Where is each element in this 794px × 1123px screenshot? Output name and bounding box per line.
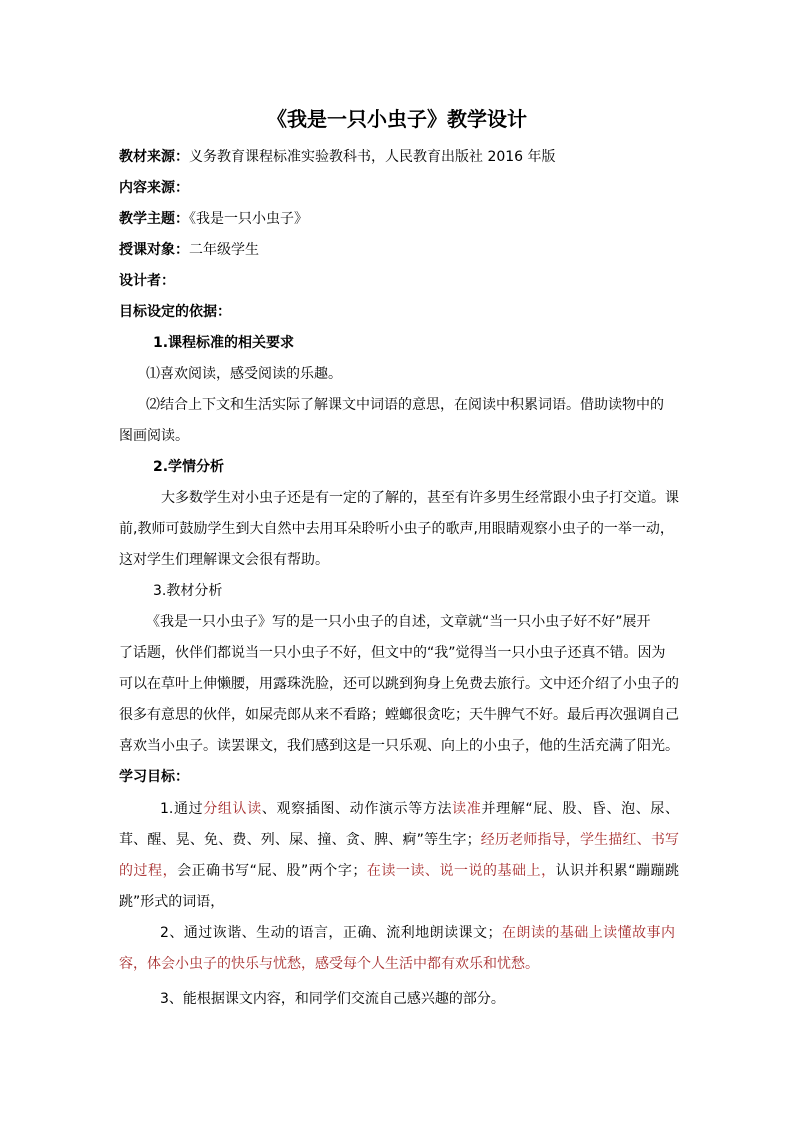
section2-heading: 2.学情分析 [153, 459, 225, 475]
section3-line4: 很多有意思的伙伴，如屎壳郎从来不看路；螳螂很贪吃；天牛脾气不好。最后再次强调自己 [119, 707, 679, 723]
theme-label: 教学主题： [119, 211, 189, 227]
goal1-d: 读准 [452, 801, 482, 817]
content-label: 内容来源： [119, 180, 189, 196]
goal1-b: 分组认读 [203, 801, 262, 817]
goal2-a: 2、通过诙谐、生动的语言，正确、流利地朗读课文； [160, 925, 502, 941]
goal-3: 3、能根据课文内容，和同学们交流自己感兴趣的部分。 [160, 991, 505, 1007]
goal1-h: 程， [148, 863, 178, 879]
goal1-a: 1.通过 [160, 801, 204, 817]
source-line [119, 147, 556, 167]
section3-line1: 《我是一只小虫子》写的是一只小虫子的自述，文章就“当一只小虫子好不好”展开 [146, 614, 651, 630]
goal2-b: 在朗读的基础上读懂故事内容， [119, 925, 676, 972]
section2-line2: 前,教师可鼓励学生到大自然中去用耳朵聆听小虫子的歌声,用眼睛观察小虫子的一举一动， [119, 521, 674, 537]
goal1-g: 经历老师指导，学生描红、书写的过 [119, 832, 680, 879]
goal1-i: 会正确书写“屁、股”两个字； [177, 863, 367, 879]
section1-item1: ⑴喜欢阅读，感受阅读的乐趣。 [146, 366, 342, 382]
designer-label: 设计者： [119, 273, 175, 289]
section3-heading: 3.教材分析 [153, 583, 223, 599]
source-label: 教材来源： [119, 149, 189, 165]
section3-line5: 喜欢当小虫子。读罢课文，我们感到这是一只乐观、向上的小虫子，他的生活充满了阳光。 [119, 738, 679, 754]
designer-line [119, 271, 175, 291]
document-title: 《我是一只小虫子》教学设计 [267, 107, 527, 131]
section1-item2-line1: ⑵结合上下文和生活实际了解课文中词语的意思，在阅读中积累词语。借助读物中的 [146, 397, 664, 413]
goal-1 [119, 794, 679, 918]
goal-2 [119, 918, 675, 980]
goal1-e: 并理解“屁、股、昏、泡、尿、茸、 [119, 801, 680, 848]
audience-value: 二年级学生 [189, 242, 259, 258]
goal1-j: 在读一读、说一说的基础上， [366, 863, 556, 879]
theme-line [119, 209, 308, 229]
section3-line3: 可以在草叶上伸懒腰，用露珠洗脸，还可以跳到狗身上免费去旅行。文中还介绍了小虫子的 [119, 676, 679, 692]
goal1-f: 醒、晃、免、费、列、屎、撞、贪、脾、痾”等生字； [147, 832, 481, 848]
theme-value: 《我是一只小虫子》 [189, 211, 308, 227]
section1-heading: 1.课程标准的相关要求 [153, 335, 295, 351]
source-value: 义务教育课程标准实验教科书，人民教育出版社 2016 年版 [189, 149, 556, 165]
goals-heading: 学习目标： [119, 769, 189, 785]
audience-line [119, 240, 259, 260]
goal1-l: 形式的词语， [140, 894, 225, 910]
goal1-c: 、观察插图、动作演示等方法 [261, 801, 453, 817]
goal2-c: 体会小虫子的快乐与忧愁，感受每个人生活中都有欢乐和忧愁。 [147, 956, 539, 972]
content-line [119, 178, 189, 198]
goal1-k: 认识并积累“蹦蹦跳跳” [119, 863, 680, 910]
audience-label: 授课对象： [119, 242, 189, 258]
basis-heading: 目标设定的依据： [119, 304, 231, 320]
section1-item2-line2: 图画阅读。 [119, 428, 189, 444]
section2-line1: 大多数学生对小虫子还是有一定的了解的，甚至有许多男生经常跟小虫子打交道。课 [161, 490, 679, 506]
section3-line2: 了话题，伙伴们都说当一只小虫子不好，但文中的“我”觉得当一只小虫子还真不错。因为 [119, 645, 666, 661]
section2-line3: 这对学生们理解课文会很有帮助。 [119, 552, 329, 568]
